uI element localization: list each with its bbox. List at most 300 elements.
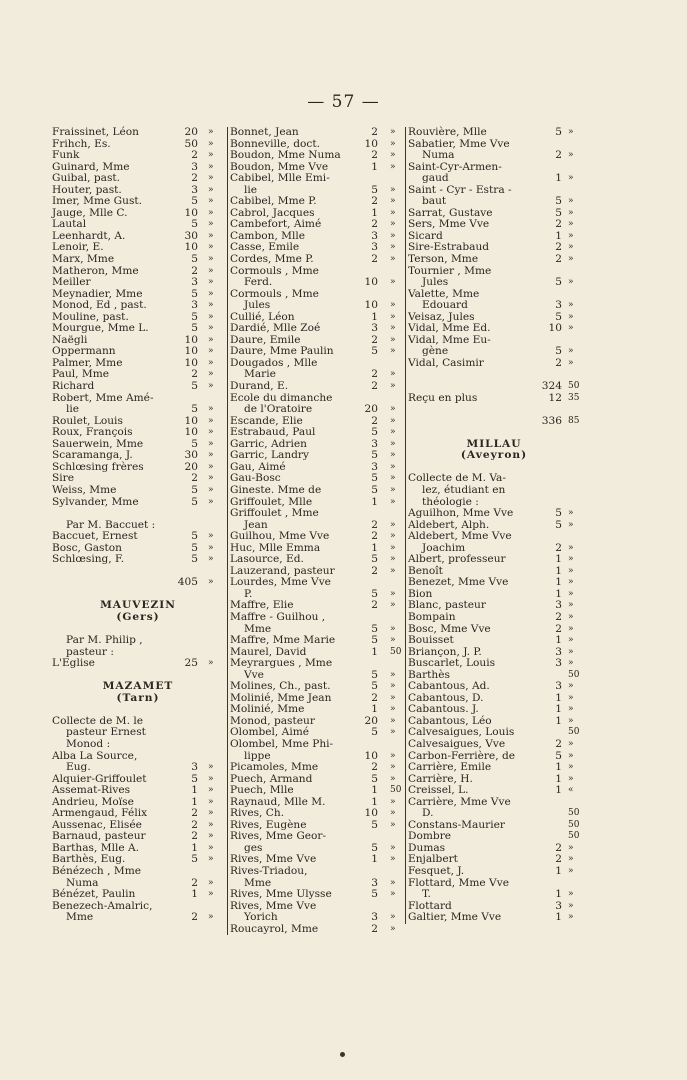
list-item — [230, 924, 406, 936]
entry-amount: 5 — [371, 818, 378, 831]
entry-name: Picamoles, Mme — [230, 761, 319, 774]
entry-name: Rives, Mme Geor- — [230, 830, 327, 843]
entry-amount: 1 — [371, 784, 378, 797]
entry-cents: » — [568, 866, 574, 876]
list-item — [52, 381, 224, 393]
entry-cents: » — [208, 357, 214, 368]
list-item — [408, 393, 580, 405]
entry-name: Gau, Aimé — [230, 460, 286, 473]
entry-name: Flottard — [408, 899, 452, 912]
entry-cents: » — [568, 542, 574, 553]
entry-name: Monod : — [66, 737, 111, 750]
entry-amount: 3 — [555, 599, 562, 612]
entry-amount: 5 — [371, 472, 378, 485]
entry-amount: 5 — [191, 437, 198, 450]
entry-cents: » — [208, 808, 214, 819]
entry-name: (Tarn) — [116, 691, 160, 704]
entry-name: Cabibel, Mlle Emi- — [230, 172, 330, 185]
entry-amount: 3 — [371, 229, 378, 242]
entry-cents: » — [568, 196, 574, 207]
entry-cents: » — [390, 219, 396, 230]
entry-cents: » — [568, 554, 574, 565]
entry-name: Naëgli — [52, 333, 88, 346]
entry-cents: » — [390, 242, 396, 253]
entry-cents: » — [208, 450, 214, 461]
entry-cents: » — [390, 323, 396, 334]
entry-name: Griffoulet , Mme — [230, 507, 319, 520]
entry-cents: » — [208, 785, 214, 796]
entry-amount: 5 — [371, 426, 378, 439]
entry-cents: » — [208, 288, 214, 299]
entry-name: Cabibel, Mme P. — [230, 195, 317, 208]
entry-amount: 2 — [371, 564, 378, 577]
entry-amount: 5 — [371, 449, 378, 462]
entry-name: Rives, Eugène — [230, 818, 307, 831]
entry-name: Calvesaigues, Louis — [408, 726, 515, 739]
entry-amount: 2 — [371, 599, 378, 612]
entry-amount: 30 — [184, 449, 198, 462]
list-item — [230, 658, 406, 670]
entry-cents: » — [568, 357, 574, 368]
list-item — [230, 577, 406, 589]
entry-amount: 3 — [555, 657, 562, 670]
entry-cents: » — [208, 381, 214, 392]
list-item — [52, 508, 224, 520]
entry-amount: 5 — [371, 668, 378, 681]
entry-cents: » — [568, 254, 574, 265]
entry-name: Barthas, Mlle A. — [52, 841, 140, 854]
entry-amount: 10 — [184, 356, 198, 369]
entry-name: Boudon, Mme Numa — [230, 149, 341, 162]
list-item — [230, 173, 406, 185]
list-item — [408, 739, 580, 751]
entry-name: Barthès — [408, 668, 450, 681]
entry-amount: 5 — [191, 530, 198, 543]
list-item — [408, 797, 580, 809]
entry-cents: » — [568, 311, 574, 322]
entry-cents: » — [208, 161, 214, 172]
entry-cents: » — [208, 150, 214, 161]
list-item — [408, 878, 580, 890]
list-item — [52, 254, 224, 266]
entry-cents: 50 — [390, 785, 402, 796]
entry-cents: » — [390, 138, 396, 149]
entry-cents: » — [390, 450, 396, 461]
entry-cents: » — [568, 242, 574, 253]
entry-cents: » — [568, 750, 574, 761]
list-item — [52, 127, 224, 139]
entry-cents: » — [568, 646, 574, 657]
entry-cents: » — [390, 554, 396, 565]
entry-name: Schlœsing frères — [52, 460, 144, 473]
entry-amount: 3 — [555, 680, 562, 693]
entry-name: Boudon, Mme Vve — [230, 160, 329, 173]
entry-name: Bénézech , Mme — [52, 865, 142, 877]
entry-cents: » — [208, 323, 214, 334]
entry-name: Collecte de M. le — [52, 714, 144, 727]
entry-name: Lenoir, E. — [52, 241, 104, 254]
entry-name: Rives, Ch. — [230, 807, 285, 820]
entry-name: MAUVEZIN — [100, 599, 176, 612]
list-item — [52, 785, 224, 797]
list-item — [230, 277, 406, 289]
entry-amount: 324 — [541, 380, 562, 393]
entry-amount: 2 — [191, 911, 198, 924]
entry-cents: » — [568, 635, 574, 646]
entry-cents: » — [390, 531, 396, 542]
entry-name: Bompain — [408, 610, 456, 623]
entry-name: Calvesaigues, Vve — [408, 737, 506, 750]
entry-name: Roucayrol, Mme — [230, 922, 319, 935]
entry-name: théologie : — [422, 495, 479, 508]
entry-name: Casse, Emile — [230, 241, 300, 254]
entry-name: Numa — [66, 876, 99, 889]
entry-name: Carrière, Emile — [408, 761, 492, 774]
entry-name: Bosc, Gaston — [52, 541, 122, 554]
entry-name: Bosc, Mme Vve — [408, 622, 491, 635]
list-item — [230, 739, 406, 751]
entry-name: Vve — [244, 668, 264, 681]
entry-cents: » — [390, 381, 396, 392]
entry-name: Aussenac, Elisée — [52, 818, 142, 831]
list-item — [52, 277, 224, 289]
list-item — [408, 277, 580, 289]
entry-name: Meynadier, Mme — [52, 287, 143, 300]
entry-name: Puech, Armand — [230, 772, 313, 785]
entry-amount: 1 — [191, 784, 198, 797]
entry-name: Dardié, Mlle Zoé — [230, 322, 321, 335]
entry-name: Maurel, David — [230, 645, 307, 658]
entry-cents: » — [390, 854, 396, 865]
entry-amount: 10 — [184, 414, 198, 427]
entry-cents: » — [208, 277, 214, 288]
entry-amount: 2 — [371, 691, 378, 704]
entry-name: Garric, Adrien — [230, 437, 307, 450]
entry-name: Maffre, Elie — [230, 599, 294, 612]
entry-amount: 5 — [371, 888, 378, 901]
entry-name: Numa — [422, 149, 455, 162]
entry-name: Sarrat, Gustave — [408, 206, 493, 219]
entry-name: Carrière, H. — [408, 772, 473, 785]
entry-cents: » — [208, 300, 214, 311]
entry-amount: 10 — [364, 749, 378, 762]
entry-amount: 5 — [191, 287, 198, 300]
entry-amount: 1 — [371, 703, 378, 716]
entry-name: Bion — [408, 587, 433, 600]
list-item — [408, 416, 580, 428]
entry-name: Vidal, Casimir — [408, 356, 484, 369]
entry-name: Imer, Mme Gust. — [52, 195, 143, 208]
entry-name: pasteur Ernest — [66, 726, 146, 739]
entry-name: Assemat-Rives — [52, 784, 131, 797]
entry-name: Saint - Cyr - Estra - — [408, 183, 512, 196]
entry-amount: 5 — [191, 495, 198, 508]
entry-amount: 1 — [371, 206, 378, 219]
entry-cents: » — [208, 473, 214, 484]
entry-name: D. — [422, 807, 434, 820]
list-item — [52, 462, 224, 474]
entry-cents: » — [390, 635, 396, 646]
entry-name: Cabantous, Léo — [408, 714, 492, 727]
entry-amount: 5 — [371, 622, 378, 635]
list-item — [230, 785, 406, 797]
entry-name: lez, étudiant en — [422, 483, 506, 496]
entry-amount: 2 — [371, 761, 378, 774]
entry-cents: » — [390, 819, 396, 830]
entry-cents: » — [208, 842, 214, 853]
list-item — [408, 612, 580, 624]
entry-name: Rouvière, Mlle — [408, 126, 487, 138]
entry-cents: » — [390, 565, 396, 576]
entry-cents: » — [568, 889, 574, 900]
entry-name: Blanc, pasteur — [408, 599, 486, 612]
entry-cents: » — [390, 277, 396, 288]
entry-name: gaud — [422, 172, 449, 185]
entry-name: (Aveyron) — [460, 449, 528, 462]
entry-amount: 2 — [555, 622, 562, 635]
entry-cents: » — [568, 692, 574, 703]
entry-name: Alquier-Griffoulet — [52, 772, 147, 785]
entry-amount: 2 — [191, 818, 198, 831]
entry-cents: » — [390, 230, 396, 241]
entry-amount: 2 — [555, 841, 562, 854]
list-item — [408, 358, 580, 370]
entry-name: Reçu en plus — [408, 391, 478, 404]
list-item — [230, 381, 406, 393]
entry-amount: 2 — [191, 472, 198, 485]
page-number: — 57 — — [307, 92, 380, 112]
entry-amount: 1 — [371, 853, 378, 866]
entry-cents: » — [208, 334, 214, 345]
entry-cents: » — [390, 889, 396, 900]
entry-cents: » — [568, 912, 574, 923]
entry-cents: » — [208, 184, 214, 195]
entry-name: Lautal — [52, 218, 87, 231]
entry-amount: 1 — [555, 172, 562, 185]
entry-name: Tournier , Mme — [408, 264, 492, 277]
list-item — [408, 404, 580, 416]
page-dot — [340, 1052, 345, 1057]
entry-name: Carbon-Ferrière, de — [408, 749, 515, 762]
entry-name: lie — [66, 403, 80, 416]
entry-cents: » — [390, 461, 396, 472]
entry-cents: » — [390, 184, 396, 195]
entry-amount: 5 — [371, 345, 378, 358]
list-item — [230, 762, 406, 774]
list-item — [52, 485, 224, 497]
entry-name: Flottard, Mme Vve — [408, 876, 509, 889]
entry-cents: 50 — [568, 669, 580, 680]
entry-amount: 2 — [191, 807, 198, 820]
entry-amount: 12 — [548, 391, 562, 404]
list-item — [230, 485, 406, 497]
entry-name: Valette, Mme — [408, 287, 480, 300]
entry-name: (Gers) — [116, 610, 160, 623]
entry-cents: » — [208, 207, 214, 218]
entry-name: Fraissinet, Léon — [52, 126, 139, 138]
entry-name: Molinié, Mme — [230, 703, 305, 716]
entry-cents: » — [208, 912, 214, 923]
entry-amount: 20 — [184, 460, 198, 473]
entry-name: Aldebert, Mme Vve — [408, 530, 512, 543]
list-item — [230, 531, 406, 543]
entry-name: Bénézet, Paulin — [52, 888, 136, 901]
entry-amount: 2 — [371, 218, 378, 231]
entry-cents: » — [208, 762, 214, 773]
entry-cents: » — [390, 127, 396, 137]
entry-amount: 2 — [191, 876, 198, 889]
entry-cents: » — [390, 161, 396, 172]
entry-cents: » — [208, 831, 214, 842]
entry-name: Oppermann — [52, 345, 116, 358]
entry-name: Gineste. Mme de — [230, 483, 322, 496]
entry-name: Par M. Philip , — [66, 634, 143, 647]
entry-cents: » — [390, 404, 396, 415]
entry-name: Weiss, Mme — [52, 483, 117, 496]
entry-cents: » — [568, 588, 574, 599]
entry-amount: 2 — [555, 241, 562, 254]
entry-name: Funk — [52, 149, 80, 162]
entry-amount: 2 — [191, 368, 198, 381]
entry-amount: 2 — [191, 264, 198, 277]
entry-name: Frihch, Es. — [52, 137, 111, 150]
list-item — [408, 127, 580, 139]
entry-name: de l'Oratoire — [244, 403, 313, 416]
entry-cents: » — [208, 554, 214, 565]
entry-name: Schlœsing, F. — [52, 553, 125, 566]
entry-amount: 5 — [191, 218, 198, 231]
entry-cents: » — [208, 369, 214, 380]
entry-cents: » — [390, 369, 396, 380]
entry-name: Sauerwein, Mme — [52, 437, 144, 450]
list-item — [230, 635, 406, 647]
list-item — [408, 173, 580, 185]
entry-amount: 10 — [184, 206, 198, 219]
entry-name: Jean — [244, 518, 268, 531]
entry-name: Barthès, Eug. — [52, 853, 126, 866]
list-item — [230, 254, 406, 266]
entry-amount: 2 — [555, 610, 562, 623]
entry-cents: » — [568, 623, 574, 634]
entry-cents: » — [208, 531, 214, 542]
entry-amount: 5 — [191, 310, 198, 323]
entry-name: Saint-Cyr-Armen- — [408, 160, 502, 173]
entry-name: L'Eglise — [52, 657, 95, 670]
entry-cents: » — [390, 750, 396, 761]
entry-amount: 5 — [371, 772, 378, 785]
entry-amount: 2 — [371, 414, 378, 427]
entry-amount: 1 — [191, 888, 198, 901]
list-item — [408, 866, 580, 878]
entry-name: Barnaud, pasteur — [52, 830, 146, 843]
entry-name: Matheron, Mme — [52, 264, 139, 277]
list-item — [408, 658, 580, 670]
entry-cents: » — [208, 427, 214, 438]
entry-cents: » — [568, 715, 574, 726]
entry-cents: » — [390, 796, 396, 807]
entry-amount: 2 — [371, 380, 378, 393]
entry-cents: » — [208, 819, 214, 830]
entry-name: Raynaud, Mlle M. — [230, 795, 326, 808]
entry-amount: 1 — [371, 645, 378, 658]
entry-amount: 2 — [555, 218, 562, 231]
entry-name: Robert, Mme Amé- — [52, 391, 154, 404]
entry-name: Ferd. — [244, 276, 273, 289]
entry-amount: 5 — [555, 310, 562, 323]
entry-name: baut — [422, 195, 447, 208]
entry-amount: 3 — [191, 276, 198, 289]
entry-name: Daure, Mme Paulin — [230, 345, 334, 358]
entry-amount: 1 — [555, 634, 562, 647]
entry-cents: » — [568, 762, 574, 773]
entry-name: Maffre, Mme Marie — [230, 634, 336, 647]
entry-amount: 2 — [555, 356, 562, 369]
entry-name: Aldebert, Alph. — [408, 518, 490, 531]
entry-cents: » — [568, 519, 574, 530]
list-item — [230, 150, 406, 162]
entry-name: Dumas — [408, 841, 446, 854]
entry-cents: » — [568, 300, 574, 311]
entry-name: Leenhardt, A. — [52, 229, 126, 242]
entry-name: Buscarlet, Louis — [408, 657, 496, 670]
entry-cents: » — [568, 577, 574, 588]
entry-amount: 20 — [364, 714, 378, 727]
entry-name: Rives, Mme Ulysse — [230, 888, 332, 901]
entry-amount: 20 — [364, 403, 378, 416]
entry-name: Baccuet, Ernest — [52, 530, 138, 543]
column-2 — [227, 127, 406, 935]
entry-cents: » — [208, 796, 214, 807]
entry-amount: 3 — [371, 876, 378, 889]
entry-amount: 5 — [191, 772, 198, 785]
entry-name: Creissel, L. — [408, 784, 469, 797]
entry-name: Albert, professeur — [408, 553, 506, 566]
entry-cents: » — [208, 196, 214, 207]
entry-cents: » — [208, 415, 214, 426]
entry-name: pasteur : — [66, 645, 114, 658]
entry-name: T. — [422, 888, 431, 901]
entry-cents: » — [208, 254, 214, 265]
entry-name: MILLAU — [466, 437, 522, 450]
entry-cents: 35 — [568, 392, 580, 403]
entry-cents: » — [568, 150, 574, 161]
entry-cents: 85 — [568, 415, 580, 426]
entry-name: Aguilhon, Mme Vve — [408, 507, 514, 520]
entry-amount: 3 — [555, 899, 562, 912]
entry-name: Rives, Mme Vve — [230, 853, 317, 866]
entry-name: Olombel, Mme Phi- — [230, 737, 334, 750]
entry-amount: 1 — [555, 229, 562, 242]
entry-cents: 50 — [390, 646, 402, 657]
entry-cents: » — [568, 658, 574, 669]
entry-amount: 5 — [371, 726, 378, 739]
entry-name: Monod, Ed , past. — [52, 299, 147, 312]
entry-amount: 2 — [191, 172, 198, 185]
entry-amount: 5 — [191, 541, 198, 554]
entry-amount: 336 — [541, 414, 562, 427]
entry-cents: » — [390, 842, 396, 853]
entry-name: Ecole du dimanche — [230, 391, 333, 404]
entry-amount: 3 — [555, 299, 562, 312]
entry-amount: 5 — [555, 195, 562, 208]
entry-name: Monod, pasteur — [230, 714, 315, 727]
list-item — [230, 889, 406, 901]
entry-cents: » — [568, 323, 574, 334]
entry-cents: » — [390, 207, 396, 218]
entry-name: Edouard — [422, 299, 468, 312]
list-item — [408, 485, 580, 497]
entry-amount: 1 — [555, 703, 562, 716]
